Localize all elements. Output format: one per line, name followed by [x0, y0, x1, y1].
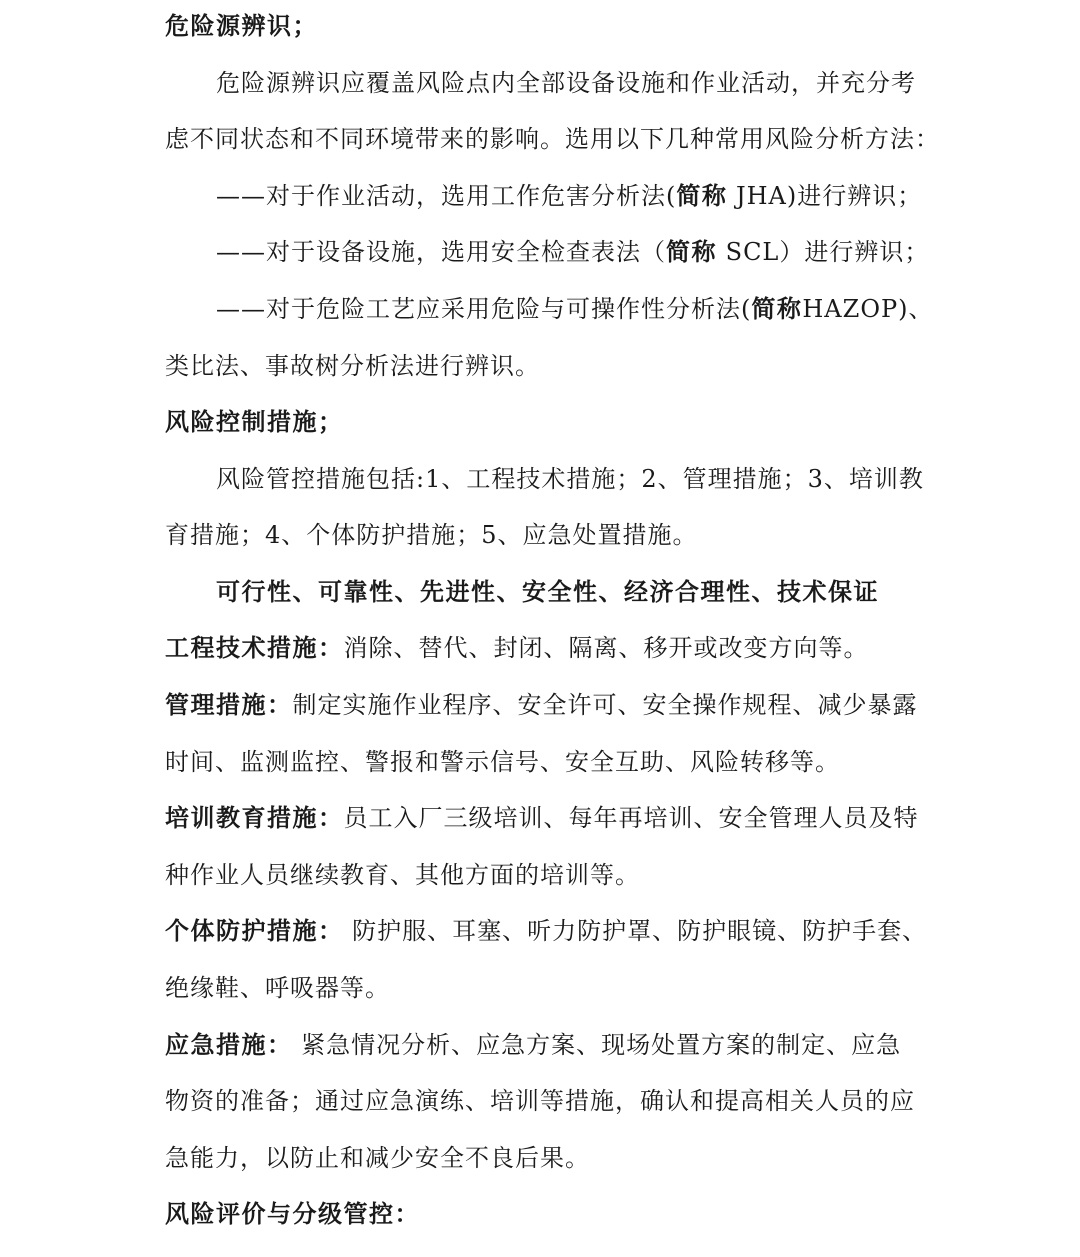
paragraph-text: 类比法、事故树分析法进行辨识。	[165, 352, 540, 380]
list-item-text: ——对于危险工艺应采用危险与可操作性分析法(	[216, 295, 752, 323]
principles-text: 可行性、可靠性、先进性、安全性、经济合理性、技术保证	[216, 577, 879, 606]
engineering-measures	[0, 628, 869, 668]
heading-text: 危险源辨识；	[165, 11, 318, 40]
label-bold: 个体防护措施：	[165, 916, 344, 945]
ppe-measures	[0, 911, 927, 951]
list-item-jha	[0, 176, 922, 216]
paragraph-text: 急能力，以防止和减少安全不良后果。	[165, 1144, 590, 1172]
list-item-text: HAZOP)、	[802, 295, 934, 323]
paragraph-line	[0, 855, 640, 895]
paragraph-text: 风险管控措施包括:1、工程技术措施；2、管理措施；3、培训教	[216, 465, 924, 493]
paragraph-text: 消除、替代、封闭、隔离、移开或改变方向等。	[343, 634, 869, 662]
paragraph-text: 物资的准备；通过应急演练、培训等措施，确认和提高相关人员的应	[165, 1087, 915, 1115]
paragraph-text: 员工入厂三级培训、每年再培训、安全管理人员及特	[343, 804, 919, 832]
paragraph-line	[0, 742, 840, 782]
paragraph-line	[0, 63, 916, 103]
label-bold: 培训教育措施：	[165, 803, 344, 832]
list-item-bold: 简称	[666, 237, 717, 266]
paragraph-text: 危险源辨识应覆盖风险点内全部设备设施和作业活动，并充分考	[216, 69, 916, 97]
paragraph-line	[0, 346, 540, 386]
paragraph-line	[0, 968, 390, 1008]
list-item-text: ——对于作业活动，选用工作危害分析法(	[216, 182, 677, 210]
paragraph-text: 防护服、耳塞、听力防护罩、防护眼镜、防护手套、	[343, 917, 928, 945]
heading-risk-control	[0, 402, 344, 442]
list-item-hazop	[0, 289, 934, 329]
heading-text: 风险控制措施；	[165, 407, 344, 436]
training-measures	[0, 798, 919, 838]
paragraph-text: 绝缘鞋、呼吸器等。	[165, 974, 390, 1002]
paragraph-line	[0, 515, 698, 555]
principles-line	[0, 572, 879, 612]
list-item-bold: 简称	[676, 181, 728, 210]
label-bold: 工程技术措施：	[165, 633, 344, 662]
paragraph-line	[0, 119, 940, 159]
heading-hazard-identification	[0, 6, 318, 46]
paragraph-text: 时间、监测监控、警报和警示信号、安全互助、风险转移等。	[165, 748, 840, 776]
paragraph-line	[0, 1081, 915, 1121]
paragraph-text: 育措施；4、个体防护措施；5、应急处置措施。	[165, 521, 698, 549]
paragraph-text: 制定实施作业程序、安全许可、安全操作规程、减少暴露	[292, 691, 918, 719]
heading-text: 风险评价与分级管控：	[165, 1199, 420, 1228]
list-item-scl	[0, 232, 929, 272]
paragraph-text: 种作业人员继续教育、其他方面的培训等。	[165, 861, 640, 889]
paragraph-line	[0, 1138, 590, 1178]
paragraph-line	[0, 459, 924, 499]
paragraph-text: 紧急情况分析、应急方案、现场处置方案的制定、应急	[292, 1031, 902, 1059]
management-measures	[0, 685, 918, 725]
list-item-text: SCL）进行辨识；	[717, 238, 930, 266]
label-bold: 管理措施：	[165, 690, 293, 719]
label-bold: 应急措施：	[165, 1030, 293, 1059]
list-item-bold: 简称	[751, 294, 803, 323]
paragraph-text: 虑不同状态和不同环境带来的影响。选用以下几种常用风险分析方法：	[165, 125, 940, 153]
emergency-measures	[0, 1025, 901, 1065]
list-item-text: ——对于设备设施，选用安全检查表法（	[216, 238, 666, 266]
heading-risk-assessment	[0, 1194, 420, 1234]
list-item-text: JHA)进行辨识；	[727, 182, 923, 210]
